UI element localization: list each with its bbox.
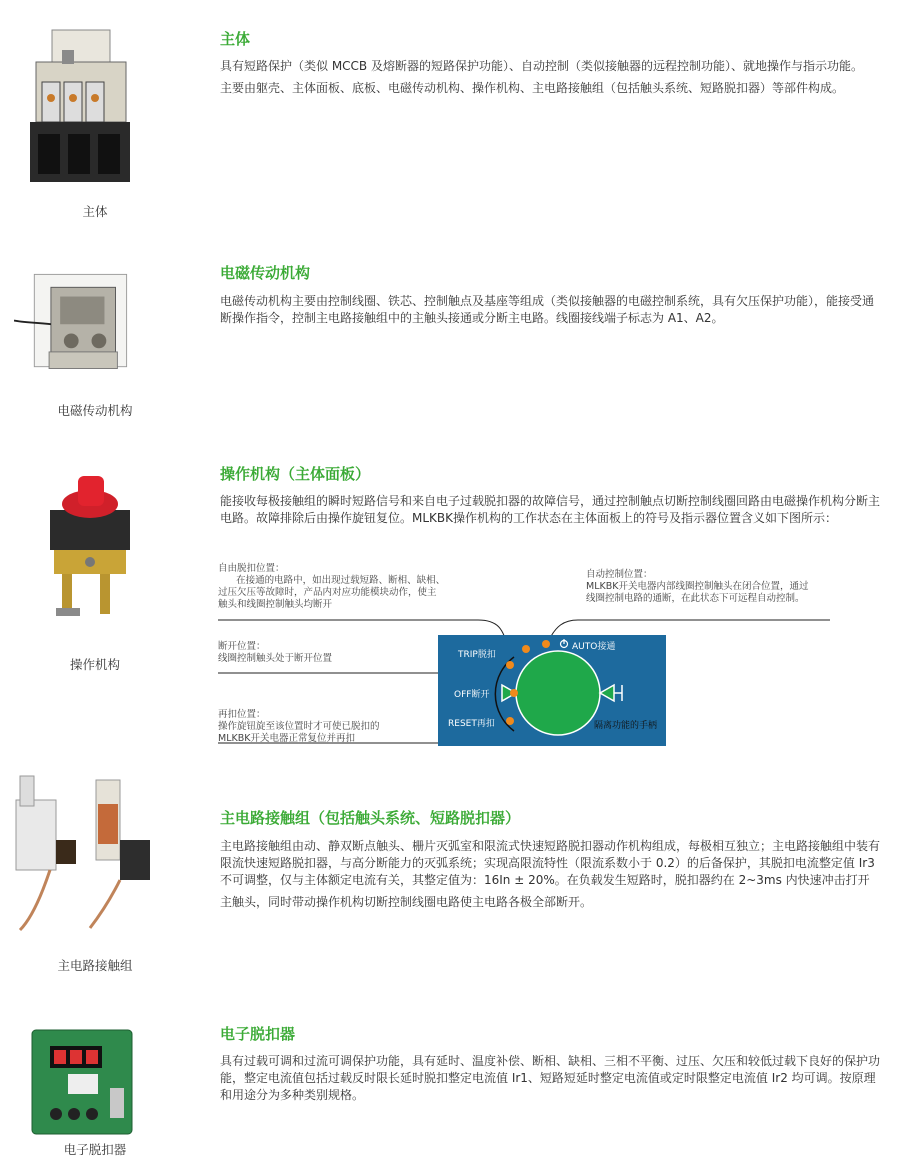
- panel-off-label: OFF断开: [454, 690, 490, 700]
- main-body-caption: 主体: [82, 204, 108, 219]
- main-body-paragraph-2: 主要由躯壳、主体面板、底板、电磁传动机构、操作机构、主电路接触组（包括触头系统、短路脱扣器）等部件构成。: [220, 81, 845, 95]
- electromagnetic-caption: 电磁传动机构: [57, 403, 133, 418]
- electromagnetic-paragraph-1: 电磁传动机构主要由控制线圈、铁芯、控制触点及基座等组成（类似接触器的电磁控制系统，具有欠压保护功能），能接受通断操作指令，控制主电路接触组中的主触头接通或分断主电路。线圈接线端子标志为 A1、A2。: [220, 294, 875, 325]
- panel-handle-label: 隔离功能的手柄: [594, 721, 658, 731]
- operating-mechanism-image: [30, 470, 150, 630]
- electronic-trip-unit-image: [30, 1028, 134, 1136]
- main-circuit-contact-image: [10, 770, 160, 940]
- electromagnetic-text: [220, 293, 885, 332]
- operating-panel: [438, 635, 666, 746]
- electronic-trip-unit-paragraph-1: 具有过载可调和过流可调保护功能，具有延时、温度补偿、断相、缺相、三相不平衡、过压、欠压和较低过载下良好的保护功能，整定电流值包括过载反时限长延时脱扣整定电流值 Ir1、短路短延时整定电流值或定时限整定电流值 Ir2 均可调。按原理和用途分为多种类别规格。: [220, 1054, 881, 1102]
- main-body-title: 主体: [220, 30, 251, 48]
- main-circuit-contact-paragraph-1: 主电路接触组由动、静双断点触头、栅片灭弧室和限流式快速短路脱扣器动作机构组成，每极相互独立；主电路接触组中装有限流快速短路脱扣器，与高分断能力的灭弧系统；实现高限流特性（限流系数小于 0.2）的后备保护，其脱扣电流整定值 Ir3 不可调整，仅与主体额定电流有关，其整定值为：16In ± 20%。在负载发生短路时，脱扣器约在 2~3ms 内快速冲击打开: [220, 839, 881, 887]
- main-circuit-contact-caption: 主电路接触组: [57, 958, 133, 973]
- main-circuit-contact-paragraph-2: 主触头，同时带动操作机构切断控制线圈电路使主电路各极全部断开。: [220, 895, 593, 909]
- main-body-paragraph-1: 具有短路保护（类似 MCCB 及熔断器的短路保护功能）、自动控制（类似接触器的远程控制功能）、就地操作与指示功能。: [220, 59, 863, 73]
- operating-mechanism-caption: 操作机构: [69, 657, 120, 672]
- panel-auto-label: AUTO接通: [572, 642, 616, 652]
- operating-mechanism-text: [220, 493, 885, 532]
- operating-mechanism-title: 操作机构（主体面板）: [220, 465, 371, 483]
- electromagnetic-image: [14, 262, 134, 392]
- reset-note: 再扣位置： 操作旋钮旋至该位置时才可使已脱扣的 MLKBK开关电器正常复位并再扣: [218, 709, 380, 744]
- main-circuit-contact-text: [220, 838, 885, 916]
- panel-reset-label: RESET再扣: [448, 719, 495, 729]
- main-body-image: [22, 22, 142, 197]
- main-circuit-contact-title: 主电路接触组（包括触头系统、短路脱扣器）: [220, 809, 521, 827]
- electromagnetic-title: 电磁传动机构: [220, 264, 311, 282]
- auto-note: 自动控制位置： MLKBK开关电器内部线圈控制触头在闭合位置，通过 线圈控制电路的通断，在此状态下可远程自动控制。: [586, 569, 809, 604]
- free-trip-note: 自由脱扣位置： 在接通的电路中，如出现过载短路、断相、缺相、 过压欠压等故障时，产品内对应功能模块动作，使主 触头和线圈控制触头均断开: [218, 563, 446, 610]
- electronic-trip-unit-caption: 电子脱扣器: [63, 1142, 127, 1157]
- panel-trip-label: TRIP脱扣: [458, 650, 496, 660]
- off-note: 断开位置： 线圈控制触头处于断开位置: [218, 641, 333, 664]
- electronic-trip-unit-text: [220, 1053, 885, 1109]
- operating-mechanism-paragraph-1: 能接收每极接触组的瞬时短路信号和来自电子过载脱扣器的故障信号，通过控制触点切断控制线圈回路由电磁操作机构分断主电路。故障排除后由操作旋钮复位。MLKBK操作机构的工作状态在主体面板上的符号及指示器位置含义如下图所示：: [220, 494, 881, 525]
- electronic-trip-unit-title: 电子脱扣器: [220, 1025, 296, 1043]
- main-body-text: [220, 58, 885, 102]
- operating-state-diagram: [218, 563, 858, 758]
